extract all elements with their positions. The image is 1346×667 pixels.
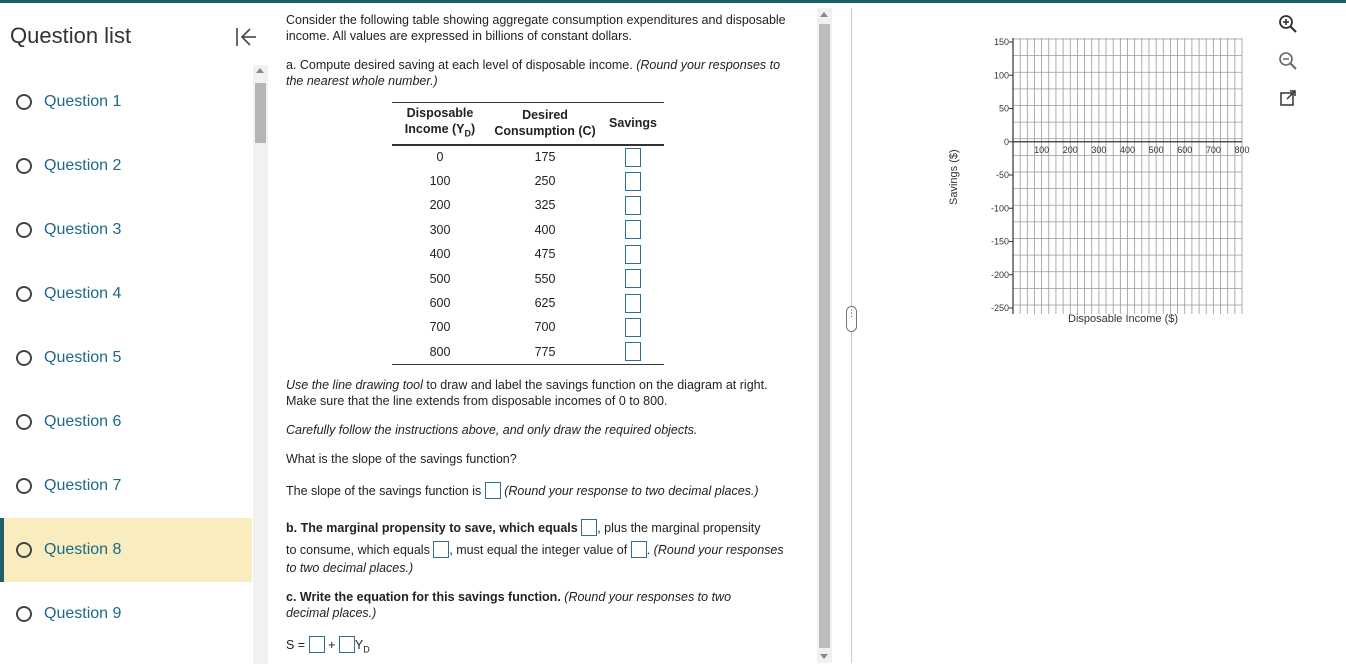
consumption-cell: 775 <box>488 340 602 364</box>
part-a-note: (Round your responses to <box>636 58 781 72</box>
mpc-input[interactable] <box>433 541 449 558</box>
graph-x-label: Disposable Income ($) <box>1068 313 1179 325</box>
consumption-cell: 475 <box>534 247 556 262</box>
savings-input[interactable] <box>625 245 641 264</box>
savings-cell <box>602 145 664 169</box>
main-scrollbar[interactable] <box>817 8 832 663</box>
radio-icon[interactable] <box>16 286 32 302</box>
question-list <box>0 70 252 646</box>
consumption-cell: 700 <box>534 320 556 335</box>
y-tick-label: -100 <box>990 203 1009 214</box>
x-tick-label: 100 <box>1034 144 1050 155</box>
savings-cell <box>602 291 664 315</box>
table-row <box>392 193 664 217</box>
draw-instructions: Use the line drawing tool to draw and label the savings function on the diagram at right. Make sure that the line extends from disposable incomes of 0 to 800. <box>286 378 768 408</box>
savings-graph[interactable] <box>940 30 1270 340</box>
income-cell: 700 <box>429 320 451 335</box>
radio-icon[interactable] <box>16 606 32 622</box>
savings-input[interactable] <box>625 172 641 191</box>
zoom-out-icon[interactable] <box>1278 51 1298 71</box>
consumption-cell: 400 <box>534 222 556 237</box>
savings-input[interactable] <box>625 318 641 337</box>
savings-cell <box>602 242 664 266</box>
scroll-up-arrow-icon[interactable] <box>256 68 264 73</box>
y-tick-label: 150 <box>993 37 1009 47</box>
table-row <box>392 340 664 364</box>
part-c: c. Write the equation for this savings function. (Round your responses to two decimal places.) <box>286 590 732 620</box>
savings-input[interactable] <box>625 269 641 288</box>
income-cell: 500 <box>429 271 451 286</box>
intro-text <box>286 12 816 44</box>
slope-input[interactable] <box>485 482 501 499</box>
radio-icon[interactable] <box>16 350 32 366</box>
table-row <box>392 218 664 242</box>
sidebar-item-question-2[interactable] <box>0 134 252 198</box>
header-consumption: Desired Consumption (C) <box>488 103 602 145</box>
header-income: Disposable Income $(Y_D)$ <box>392 103 488 145</box>
savings-input[interactable] <box>625 342 641 361</box>
radio-icon[interactable] <box>16 542 32 558</box>
scroll-down-arrow-icon[interactable] <box>820 654 828 659</box>
savings-input[interactable] <box>625 294 641 313</box>
sidebar-item-question-4[interactable] <box>0 262 252 326</box>
y-tick-label: -50 <box>995 170 1009 180</box>
income-cell: 100 <box>429 174 451 189</box>
savings-cell <box>602 315 664 339</box>
table-row <box>392 145 664 169</box>
equation-row: S = + $Y_D$ <box>286 638 370 655</box>
question-sidebar <box>0 3 270 667</box>
intercept-input[interactable] <box>309 636 325 653</box>
table-row <box>392 291 664 315</box>
table-row <box>392 169 664 193</box>
header-savings: Savings <box>602 103 664 145</box>
y-tick-label: -200 <box>990 269 1009 280</box>
savings-input[interactable] <box>625 196 641 215</box>
radio-icon[interactable] <box>16 414 32 430</box>
savings-cell <box>602 218 664 242</box>
consumption-cell: 250 <box>534 174 556 189</box>
x-tick-label: 500 <box>1148 144 1164 155</box>
y-tick-label: 0 <box>1003 136 1009 147</box>
pane-splitter-handle[interactable]: ⋮ <box>846 306 857 332</box>
x-tick-label: 400 <box>1119 144 1136 155</box>
sidebar-item-label: Question 6 <box>44 413 122 430</box>
sidebar-item-question-9[interactable] <box>0 582 252 646</box>
slope-answer-row: The slope of the savings function is (Round your response to two decimal places.) <box>286 484 759 498</box>
sidebar-item-question-7[interactable] <box>0 454 252 518</box>
savings-cell <box>602 266 664 290</box>
y-tick-label: 50 <box>998 103 1009 114</box>
main-scroll-thumb[interactable] <box>819 24 830 648</box>
careful-note: Carefully follow the instructions above, and only draw the required objects. <box>286 423 698 437</box>
sidebar-title: Question list <box>10 23 132 48</box>
income-cell: 200 <box>429 198 451 213</box>
part-b: b. The marginal propensity to save, which equals , plus the marginal propensity to consume, which equals , must equal the integer value of . (Round your responses <box>286 521 784 557</box>
x-tick-label: 800 <box>1234 144 1250 155</box>
table-row <box>392 266 664 290</box>
x-tick-label: 300 <box>1091 144 1107 155</box>
y-tick-label: -250 <box>990 303 1009 313</box>
consumption-table <box>392 102 664 365</box>
mps-input[interactable] <box>581 519 597 536</box>
sidebar-item-label: Question 5 <box>44 349 122 366</box>
radio-icon[interactable] <box>16 222 32 238</box>
income-cell: 600 <box>429 296 451 311</box>
income-cell: 300 <box>429 222 451 237</box>
sidebar-item-label: Question 2 <box>44 157 122 174</box>
x-tick-label: 600 <box>1177 144 1193 155</box>
graph-tools <box>1278 14 1300 125</box>
part-a-label: a. Compute desired saving at each level of disposable income. <box>286 58 633 72</box>
sidebar-item-label: Question 8 <box>44 541 122 558</box>
x-tick-label: 200 <box>1062 144 1078 155</box>
consumption-cell: 550 <box>534 271 556 286</box>
sidebar-item-label: Question 3 <box>44 221 122 238</box>
sidebar-item-label: Question 1 <box>44 93 122 110</box>
sidebar-scrollbar[interactable] <box>253 65 268 664</box>
income-cell: 800 <box>392 340 488 364</box>
income-cell: 400 <box>429 247 451 262</box>
sidebar-item-question-8[interactable] <box>0 518 252 582</box>
scroll-up-arrow-icon[interactable] <box>820 12 828 17</box>
y-tick-label: 100 <box>993 70 1009 81</box>
pane-divider <box>851 8 852 663</box>
intro-line-1: Consider the following table showing aggregate consumption expenditures and disposable <box>286 13 786 27</box>
x-tick-label: 700 <box>1205 144 1221 155</box>
radio-icon[interactable] <box>16 94 32 110</box>
sidebar-item-question-3[interactable] <box>0 198 252 262</box>
graph-y-label: Savings ($) <box>948 149 960 205</box>
intro-line-2: income. All values are expressed in billions of constant dollars. <box>286 29 633 43</box>
popout-icon[interactable] <box>1278 88 1298 108</box>
sum-input[interactable] <box>631 541 647 558</box>
sidebar-item-question-1[interactable] <box>0 70 252 134</box>
slope-question: What is the slope of the savings function? <box>286 452 517 466</box>
slope-coef-input[interactable] <box>339 636 355 653</box>
sidebar-item-question-6[interactable] <box>0 390 252 454</box>
savings-input[interactable] <box>625 220 641 239</box>
part-b-note: to two decimal places.) <box>286 561 414 575</box>
sidebar-item-label: Question 4 <box>44 285 122 302</box>
table-row <box>392 242 664 266</box>
part-a-prompt <box>286 57 816 89</box>
radio-icon[interactable] <box>16 478 32 494</box>
savings-cell <box>602 193 664 217</box>
y-tick-label: -150 <box>990 236 1009 247</box>
income-cell: 0 <box>436 150 444 165</box>
consumption-cell: 175 <box>534 150 556 165</box>
sidebar-item-label: Question 7 <box>44 477 122 494</box>
part-a-note-2: the nearest whole number.) <box>286 74 438 88</box>
savings-cell <box>602 169 664 193</box>
collapse-sidebar-icon[interactable] <box>232 24 258 50</box>
consumption-cell: 625 <box>534 296 556 311</box>
savings-cell <box>602 340 664 364</box>
zoom-in-icon[interactable] <box>1278 14 1298 34</box>
consumption-cell: 325 <box>534 198 556 213</box>
radio-icon[interactable] <box>16 158 32 174</box>
sidebar-item-label: Question 9 <box>44 605 122 622</box>
sidebar-item-question-5[interactable] <box>0 326 252 390</box>
sidebar-scroll-thumb[interactable] <box>255 83 266 143</box>
table-row <box>392 315 664 339</box>
savings-input[interactable] <box>625 148 641 167</box>
